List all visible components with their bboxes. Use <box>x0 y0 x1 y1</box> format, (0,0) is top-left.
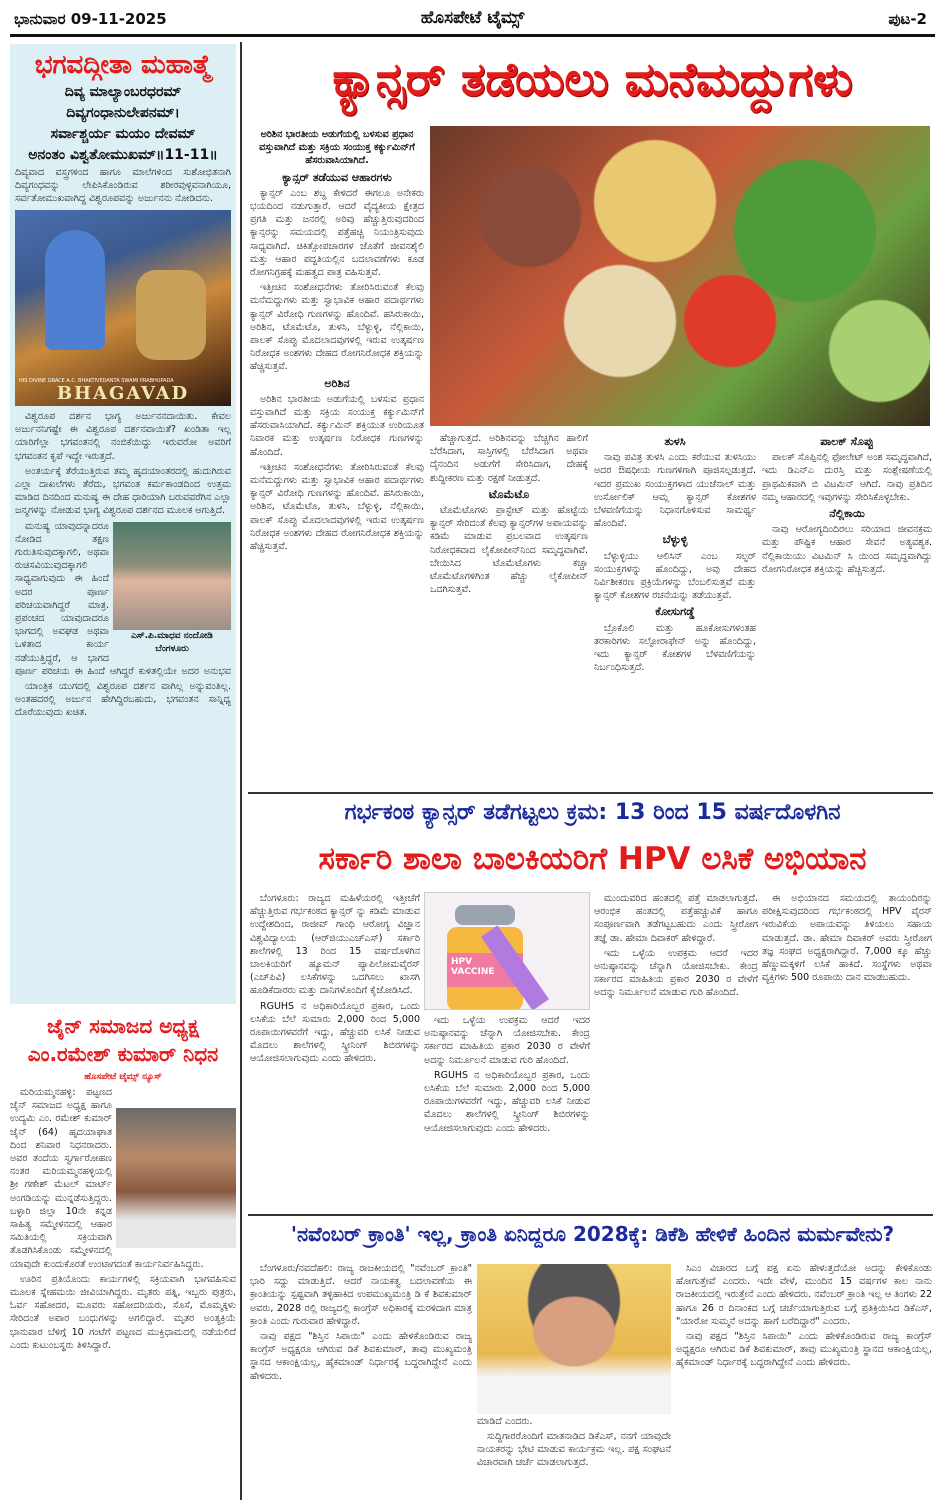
cancer-paragraph: ಇತ್ತೀಚಿನ ಸಂಶೋಧನೆಗಳು ತೋರಿಸಿರುವಂತೆ ಕೆಲವು ಮನೆಮದ್ದುಗಳು ಮತ್ತು ಸ್ವಾಭಾವಿಕ ಆಹಾರ ಪದಾರ್ಥಗಳು ಕ್ಯಾನ್ಸರ್ ವಿರೋಧಿ ಗುಣಗಳನ್ನು ಹೊಂದಿವೆ. ಹಸಿರುಕಾಯಿ, ಅರಿಶಿನ, ಟೊಮೆಟೊ, ತುಳಸಿ, ಬೆಳ್ಳುಳ್ಳಿ, ನೆಲ್ಲಿಕಾಯಿ, ಪಾಲಕ್ ಸೊಪ್ಪು ಮೊದಲಾದವುಗಳಲ್ಲಿ ಇರುವ ಉತ್ಕರ್ಷಣ ನಿರೋಧಕ ಅಂಶಗಳು ದೇಹದ ರೋಗನಿರೋಧಕ ಶಕ್ತಿಯನ್ನು ಹೆಚ್ಚಿಸುತ್ತವೆ. <box>250 461 424 553</box>
obituary-article <box>10 1012 236 1502</box>
hpv-paragraph: ಮುಂದುವರಿದ ಹಂತದಲ್ಲಿ ಪತ್ತೆ ಮಾಡಲಾಗುತ್ತದೆ. ಆರಂಭಿಕ ಹಂತದಲ್ಲಿ ಪತ್ತೆಹಚ್ಚುವಿಕೆ ಹಾಗೂ ಸಂಪೂರ್ಣವಾಗಿ ತಡೆಗಟ್ಟಬಹುದು ಎಂದು ಸ್ತ್ರೀರೋಗ ತಜ್ಞೆ ಡಾ. ಹೇಮಾ ದಿವಾಕರ್ ಹೇಳಿದ್ದಾರೆ. <box>594 893 758 944</box>
author-name: ಎಸ್.ಪಿ.ಮಾಧವ ನಂದೋಡಿ <box>131 630 213 641</box>
subhead: ಪಾಲಕ್ ಸೊಪ್ಪು <box>820 435 874 448</box>
verse-line: ಸರ್ವಾಶ್ಚರ್ಯ ಮಯಂ ದೇವಮ್ <box>50 126 196 142</box>
verse-line: ದಿವ್ಯಗಂಧಾನುಲೇಪನಮ್। <box>66 105 180 121</box>
subhead: ಬೆಳ್ಳುಳ್ಳಿ <box>662 533 688 547</box>
hpv-paragraph: ಇದು ಒಳ್ಳೆಯ ಉಪಕ್ರಮ ಆದರೆ ಇದರ ಅನುಷ್ಠಾನವನ್ನು ಚೆನ್ನಾಗಿ ಯೋಜಿಸಬೇಕು. ಕೇಂದ್ರ ಸರ್ಕಾರದ ಮಾಹಿತಿಯ ಪ್ರಕಾರ 2030 ರ ವೇಳೆಗೆ ಅದನ್ನು ನಿರ್ಮೂಲನೆ ಮಾಡುವ ಗುರಿ ಹೊಂದಿದೆ. <box>594 947 758 999</box>
issue-date: ಭಾನುವಾರ 09-11-2025 <box>14 10 167 28</box>
obituary-paragraph: ಮರಿಯಮ್ಮನಹಳ್ಳಿ: ಪಟ್ಟಣದ ಜೈನ್ ಸಮಾಜದ ಅಧ್ಯಕ್ಷ ಹಾಗೂ ಉದ್ಯಮಿ ಎಂ. ರಮೇಶ್ ಕುಮಾರ್ ಜೈನ್ (64) ಹೃದಯಾಘಾತ ದಿಂದ ಶನಿವಾರ ನಿಧನರಾದರು. ಅವರ ತಂದೆಯ ಸ್ವರ್ಗಾರೋಹಣ ನಂತರ ಮರಿಯಮ್ಮನಹಳ್ಳಿಯಲ್ಲಿ ಶ್ರೀ ಗಣೇಶ್ ಮೆಟಲ್ ಮಾರ್ಟ್ ಅಂಗಡಿಯನ್ನು ಮುನ್ನಡೆಸುತ್ತಿದ್ದರು. ಬಳ್ಳಾರಿ ಜಿಲ್ಲಾ 10ನೇ ಕನ್ನಡ ಸಾಹಿತ್ಯ ಸಮ್ಮೇಳನದಲ್ಲಿ ಆಹಾರ ಸಮಿತಿಯಲ್ಲಿ ಸಕ್ರಿಯವಾಗಿ ತೊಡಗಿಸಿಕೊಂಡು ಸಮ್ಮೇಳನದಲ್ಲಿ ಯಾವುದೇ ಕುಂದುಕೊರತೆ ಉಂಟಾಗದಂತೆ ಕಾರ್ಯನಿರ್ವಹಿಸಿದ್ದರು. <box>10 1087 204 1270</box>
vaccine-label-line: HPV <box>451 957 473 967</box>
dks-paragraph: ಸುದ್ದಿಗಾರರೊಂದಿಗೆ ಮಾತನಾಡಿದ ಡಿಕೆಎಸ್, ನನಗೆ ಯಾವುದೇ ನಾಯಕರನ್ನು ಭೇಟಿ ಮಾಡುವ ಕಾರ್ಯಕ್ರಮ ಇಲ್ಲ. ಪಕ್ಷ ಸಂಘಟನೆ ವಿಚಾರವಾಗಿ ಚರ್ಚೆ ಮಾಡಲಾಗುತ್ತದೆ. <box>477 1431 671 1469</box>
cancer-paragraph: ಬೆಳ್ಳುಳ್ಳಿಯು ಆಲಿಸಿನ್ ಎಂಬ ಸಲ್ಫರ್ ಸಂಯುಕ್ತಗಳನ್ನು ಹೊಂದಿದ್ದು, ಅವು ದೇಹದ ನಿರ್ವಿಶೀಕರಣ ಪ್ರಕ್ರಿಯೆಗಳನ್ನು ಬೆಂಬಲಿಸುತ್ತವೆ ಮತ್ತು ಕ್ಯಾನ್ಸರ್ ಕೋಶಗಳ ರಚನೆಯನ್ನು ತಡೆಯುತ್ತವೆ. <box>594 550 756 602</box>
section-rule <box>248 792 933 794</box>
header-rule <box>10 34 935 37</box>
cancer-paragraph: ಪಾಲಕ್ ಸೊಪ್ಪಿನಲ್ಲಿ ಫೋಲೇಟ್ ಅಂಶ ಸಮೃದ್ಧವಾಗಿದೆ, ಇದು ಡಿಎನ್‌ಎ ದುರಸ್ತಿ ಮತ್ತು ಸಂಶ್ಲೇಷಣೆಯಲ್ಲಿ ಪ್ರಾಥಮಿಕವಾಗಿ ಬಿ ವಿಟಮಿನ್ ಆಗಿದೆ. ನಾವು ಪ್ರತಿದಿನ ನಮ್ಮ ಆಹಾರದಲ್ಲಿ ಇವುಗಳನ್ನು ಸೇರಿಸಿಕೊಳ್ಳಬೇಕು. <box>762 452 932 503</box>
obituary-title: ಜೈನ್ ಸಮಾಜದ ಅಧ್ಯಕ್ಷ <box>47 1014 199 1038</box>
vaccine-label-line: VACCINE <box>451 967 495 977</box>
column-divider <box>240 42 242 1500</box>
dks-paragraph: ಬೆಂಗಳೂರು/ನವದೆಹಲಿ: ರಾಜ್ಯ ರಾಜಕೀಯದಲ್ಲಿ "ನವೆಂಬರ್ ಕ್ರಾಂತಿ" ಭಾರಿ ಸದ್ದು ಮಾಡುತ್ತಿದೆ. ಆದರೆ ನಾಯಕತ್ವ ಬದಲಾವಣೆಯ ಈ ಕ್ರಾಂತಿಯನ್ನು ಸ್ಪಷ್ಟವಾಗಿ ತಳ್ಳಿಹಾಕಿದ ಉಪಮುಖ್ಯಮಂತ್ರಿ ಡಿ ಕೆ ಶಿವಕುಮಾರ್ ಅವರು, 2028 ರಲ್ಲಿ ರಾಜ್ಯದಲ್ಲಿ ಕಾಂಗ್ರೆಸ್ ಅಧಿಕಾರಕ್ಕೆ ಮರಳಿದಾಗ ಮಾತ್ರ ಕ್ರಾಂತಿ ಎಂದು ಗುರುವಾರ ಹೇಳಿದ್ದಾರೆ. <box>250 1263 472 1327</box>
dks-paragraph: ನಾವು ಪಕ್ಷದ "ಶಿಸ್ತಿನ ಸಿಪಾಯಿ" ಎಂದು ಹೇಳಿಕೊಂಡಿರುವ ರಾಜ್ಯ ಕಾಂಗ್ರೆಸ್ ಅಧ್ಯಕ್ಷರೂ ಆಗಿರುವ ಡಿಕೆ ಶಿವಕುಮಾರ್, ತಾವು ಮುಖ್ಯಮಂತ್ರಿ ಸ್ಥಾನದ ಆಕಾಂಕ್ಷಿಯಲ್ಲ, ಹೈಕಮಾಂಡ್ ನಿರ್ಧಾರಕ್ಕೆ ಬದ್ಧರಾಗಿದ್ದೇನೆ ಎಂದು ಹೇಳಿದರು. <box>250 1331 472 1382</box>
subhead: ಟೊಮೆಟೊ <box>488 487 530 501</box>
cancer-headline: ಕ್ಯಾನ್ಸರ್ ತಡೆಯಲು ಮನೆಮದ್ದುಗಳು <box>332 52 853 106</box>
author-place: ಬೆಂಗಳೂರು <box>155 643 189 654</box>
gita-title: ಭಗವದ್ಗೀತಾ ಮಹಾತ್ಮೆ <box>34 50 212 80</box>
hpv-vaccine-illustration <box>424 892 590 1010</box>
subhead: ಕ್ಯಾನ್ಸರ್ ತಡೆಯುವ ಆಹಾರಗಳು <box>282 170 392 184</box>
verse-line: ಅನಂತಂ ವಿಶ್ವತೋಮುಖಮ್॥11-11॥ <box>28 147 218 163</box>
byline: ಹೊಸಪೇಟೆ ಟೈಮ್ಸ್ ನ್ಯೂಸ್ <box>84 1072 162 1082</box>
hpv-headline: ಸರ್ಕಾರಿ ಶಾಲಾ ಬಾಲಕಿಯರಿಗೆ HPV ಲಸಿಕೆ ಅಭಿಯಾನ <box>318 841 867 877</box>
cancer-paragraph: ಟೊಮೆಟೊಗಳು ಪ್ರಾಸ್ಟೇಟ್ ಮತ್ತು ಹೊಟ್ಟೆಯ ಕ್ಯಾನ್ಸರ್ ಸೇರಿದಂತೆ ಕೆಲವು ಕ್ಯಾನ್ಸರ್‌ಗಳ ಅಪಾಯವನ್ನು ಕಡಿಮೆ ಮಾಡುವ ಪ್ರಬಲವಾದ ಉತ್ಕರ್ಷಣ ನಿರೋಧಕವಾದ ಲೈಕೋಪೀನ್‌ನಿಂದ ಸಮೃದ್ಧವಾಗಿವೆ. ಬೇಯಿಸಿದ ಟೊಮೆಟೊಗಳು ಕಚ್ಚಾ ಟೊಮೆಟೊಗಳಿಗಿಂತ ಹೆಚ್ಚು ಲೈಕೋಪೀನ್ ಒದಗಿಸುತ್ತವೆ. <box>430 505 588 596</box>
subhead: ತುಳಸಿ <box>664 435 686 448</box>
hpv-paragraph: ಈ ಅಭಿಯಾನದ ಸಮಯದಲ್ಲಿ ತಾಯಂದಿರನ್ನು ಪರೀಕ್ಷಿಸುವುದರಿಂದ ಗರ್ಭಕಂಠದಲ್ಲಿ HPV ವೈರಸ್ ಇರುವಿಕೆಯ ಅಪಾಯವನ್ನು ತಿಳಿಯಲು ಸಹಾಯ ಮಾಡುತ್ತದೆ. ಡಾ. ಹೇಮಾ ದಿವಾಕರ್ ಅವರು ಸ್ತ್ರೀರೋಗ ತಜ್ಞ ಸಂಘದ ಅಧ್ಯಕ್ಷರಾಗಿದ್ದಾರೆ. 7,000 ಕ್ಕೂ ಹೆಚ್ಚು ಹೆಣ್ಣುಮಕ್ಕಳಿಗೆ ಲಸಿಕೆ ಹಾಕಿದೆ. ಸಂಸ್ಥೆಗಳು ಅಥವಾ ವ್ಯಕ್ತಿಗಳು 500 ರೂಪಾಯಿ ದಾನ ಮಾಡಬಹುದು. <box>762 893 932 984</box>
cancer-paragraph: ನಾವು ಆರೋಗ್ಯದಿಂದಿರಲು ಸರಿಯಾದ ಜೀವನಕ್ರಮ ಮತ್ತು ಪೌಷ್ಟಿಕ ಆಹಾರ ಸೇವನೆ ಅತ್ಯವಶ್ಯಕ. ನೆಲ್ಲಿಕಾಯಿಯು ವಿಟಮಿನ್ ಸಿ ಯಿಂದ ಸಮೃದ್ಧವಾಗಿದ್ದು ರೋಗನಿರೋಧಕ ಶಕ್ತಿಯನ್ನು ಹೆಚ್ಚಿಸುತ್ತದೆ. <box>762 524 932 575</box>
gita-paragraph: ಯಾಂತ್ರಿಕ ಯುಗದಲ್ಲಿ ವಿಶ್ವರೂಪ ದರ್ಶನ ವಾಗಿಲ್ಲ ಅನ್ನುವಂತಿಲ್ಲ. ಅಂತಹದರಲ್ಲಿ ಅರ್ಜುನ ಹೇಗಿದ್ದಿರಬಹುದು, ಭಗವಂತನ ಸಾನ್ನಿಧ್ಯ ದೊರೆಯುವುದು ಖಚಿತ. <box>15 681 231 719</box>
verse-line: ದಿವ್ಯ ಮಾಲ್ಯಾಂಬರಧರಮ್ <box>64 84 182 100</box>
photo-caption: ಮಾಡಿದೆ ಎಂದರು. <box>477 1416 533 1427</box>
cancer-paragraph: ಅರಿಶಿನ ಭಾರತೀಯ ಅಡುಗೆಯಲ್ಲಿ ಬಳಸುವ ಪ್ರಧಾನ ವಸ್ತುವಾಗಿದೆ ಮತ್ತು ಸಕ್ರಿಯ ಸಂಯುಕ್ತ ಕರ್ಕ್ಯುಮಿನ್‌ಗೆ ಹೆಸರುವಾಸಿಯಾಗಿದೆ. ಕರ್ಕ್ಯುಮಿನ್ ಶಕ್ತಿಯುತ ಉರಿಯೂತ ನಿವಾರಕ ಮತ್ತು ಉತ್ಕರ್ಷಣ ನಿರೋಧಕ ಗುಣಗಳನ್ನು ಹೊಂದಿದೆ. <box>250 393 424 458</box>
hpv-kicker: ಗರ್ಭಕಂಠ ಕ್ಯಾನ್ಸರ್ ತಡೆಗಟ್ಟಲು ಕ್ರಮ: 13 ರಿಂದ 15 ವರ್ಷದೊಳಗಿನ <box>344 800 841 825</box>
image-credit: HIS DIVINE GRACE A.C. BHAKTIVEDANTA SWAMI PRABHUPADA <box>19 378 174 384</box>
hpv-paragraph: ಇದು ಒಳ್ಳೆಯ ಉಪಕ್ರಮ ಆದರೆ ಇದರ ಅನುಷ್ಠಾನವನ್ನು ಚೆನ್ನಾಗಿ ಯೋಜಿಸಬೇಕು. ಕೇಂದ್ರ ಸರ್ಕಾರದ ಮಾಹಿತಿಯ ಪ್ರಕಾರ 2030 ರ ವೇಳೆಗೆ ಅದನ್ನು ನಿರ್ಮೂಲನೆ ಮಾಡುವ ಗುರಿ ಹೊಂದಿದೆ. <box>424 1015 590 1066</box>
hpv-paragraph: ಬೆಂಗಳೂರು: ರಾಜ್ಯದ ಮಹಿಳೆಯರಲ್ಲಿ ಇತ್ತೀಚೆಗೆ ಹೆಚ್ಚುತ್ತಿರುವ ಗರ್ಭಕಂಠದ ಕ್ಯಾನ್ಸರ್ ನ್ನು ಕಡಿಮೆ ಮಾಡುವ ಉದ್ದೇಶದಿಂದ, ರಾಜೀವ್ ಗಾಂಧಿ ಆರೋಗ್ಯ ವಿಜ್ಞಾನ ವಿಶ್ವವಿದ್ಯಾಲಯ (ಆರ್‌ಜಿಯುಎಚ್‌ಎಸ್) ಸರ್ಕಾರಿ ಶಾಲೆಗಳಲ್ಲಿ 13 ರಿಂದ 15 ವರ್ಷದೊಳಗಿನ ಬಾಲಕಿಯರಿಗೆ ಹ್ಯೂಮನ್ ಪ್ಯಾಪಿಲೋಮವೈರಸ್ (ಎಚ್‌ಪಿವಿ) ಲಸಿಕೆಗಳನ್ನು ಒದಗಿಸಲು ಖಾಸಗಿ ಹೂಡಿಕೆದಾರರು ಮತ್ತು ದಾನಿಗಳೊಂದಿಗೆ ಕೈಜೋಡಿಸಿದೆ. <box>250 893 420 997</box>
gita-paragraph: ವಿಶ್ವರೂಪ ದರ್ಶನ ಭಾಗ್ಯ ಅರ್ಜುನನದಾಯಿತು. ಕೇವಲ ಅರ್ಜುನನಿಗಷ್ಟೇ ಈ ವಿಶ್ವರೂಪ ದರ್ಶನವಾಯಿತೆ? ಖಂಡಿತಾ ಇಲ್ಲ ಯಾರಿಗೆಲ್ಲಾ ಭಗವಂತನಲ್ಲಿ ನಂಬಿಕೆಯಿದ್ದು ಇರುವರೋ ಅವರಿಗೆ ಭಗವಂತನ ಕೃಪೆ ಇದ್ದೇ ಇರುತ್ತದೆ. <box>15 411 231 462</box>
vial-cap <box>455 905 515 925</box>
hpv-paragraph: RGUHS ನ ಅಧಿಕಾರಿಯೊಬ್ಬರ ಪ್ರಕಾರ, ಒಂದು ಲಸಿಕೆಯ ಬೆಲೆ ಸುಮಾರು 2,000 ರಿಂದ 5,000 ರೂಪಾಯಿಗಳವರೆಗೆ ಇದ್ದು, ಹೆಚ್ಚುವರಿ ಲಸಿಕೆ ನೀಡುವ ಮೊದಲು ಶಾಲೆಗಳಲ್ಲಿ ಸ್ಕ್ರೀನಿಂಗ್ ಶಿಬಿರಗಳನ್ನು ಆಯೋಜಿಸಲಾಗುವುದು ಎಂದು ಹೇಳಿದರು. <box>250 1000 420 1065</box>
obituary-photo <box>116 1108 236 1248</box>
obituary-paragraph: ಊರಿನ ಪ್ರತಿಯೊಂದು ಕಾರ್ಯಗಳಲ್ಲಿ ಸಕ್ರಿಯವಾಗಿ ಭಾಗವಹಿಸುವ ಮೂಲಕ ಸ್ನೇಹಮಯಿ ಜೀವಿಯಾಗಿದ್ದರು. ಮೃತರು ಪತ್ನಿ, ಇಬ್ಬರು ಪುತ್ರರು, ಓರ್ವ ಸಹೋದರ, ಮೂವರು ಸಹೋದರಿಯರು, ಸೊಸೆ, ಮೊಮ್ಮಕ್ಕಳು ಸೇರಿದಂತೆ ಅಪಾರ ಬಂಧುಗಳನ್ನು ಅಗಲಿದ್ದಾರೆ. ಮೃತರ ಅಂತ್ಯಕ್ರಿಯೆ ಭಾನುವಾರ ಬೆಳಿಗ್ಗೆ 10 ಗಂಟೆಗೆ ಪಟ್ಟಣದ ಮುಕ್ತಿಧಾಮದಲ್ಲಿ ನಡೆಯಲಿದೆ ಎಂದು ಕುಟುಂಬಸ್ಥರು ತಿಳಿಸಿದ್ದಾರೆ. <box>10 1273 236 1351</box>
masthead: ಹೊಸಪೇಟೆ ಟೈಮ್ಸ್ <box>420 8 525 28</box>
page-number: ಪುಟ-2 <box>888 10 927 28</box>
obituary-title: ಎಂ.ರಮೇಶ್ ಕುಮಾರ್ ನಿಧನ <box>27 1042 219 1066</box>
cancer-paragraph: ಹೆಚ್ಚಾಗುತ್ತದೆ. ಅರಿಶಿನವನ್ನು ಬೆಚ್ಚಗಿನ ಹಾಲಿಗೆ ಬೆರೆಸಿದಾಗ, ಸಾಸ್ತಿಗಳಲ್ಲಿ ಬೆರೆಸಿದಾಗ ಅಥವಾ ದೈನಂದಿನ ಅಡುಗೆಗೆ ಸೇರಿಸಿದಾಗ, ದೇಹಕ್ಕೆ ಶುದ್ಧೀಕರಣ ಮತ್ತು ರಕ್ಷಣೆ ನೀಡುತ್ತದೆ. <box>430 433 588 484</box>
krishna-arjuna-image <box>15 210 231 406</box>
hpv-paragraph: RGUHS ನ ಅಧಿಕಾರಿಯೊಬ್ಬರ ಪ್ರಕಾರ, ಒಂದು ಲಸಿಕೆಯ ಬೆಲೆ ಸುಮಾರು 2,000 ರಿಂದ 5,000 ರೂಪಾಯಿಗಳವರೆಗೆ ಇದ್ದು, ಹೆಚ್ಚುವರಿ ಲಸಿಕೆ ನೀಡುವ ಮೊದಲು ಶಾಲೆಗಳಲ್ಲಿ ಸ್ಕ್ರೀನಿಂಗ್ ಶಿಬಿರಗಳನ್ನು ಆಯೋಜಿಸಲಾಗುವುದು ಎಂದು ಹೇಳಿದರು. <box>424 1069 590 1134</box>
dks-paragraph: ನಾವು ಪಕ್ಷದ "ಶಿಸ್ತಿನ ಸಿಪಾಯಿ" ಎಂದು ಹೇಳಿಕೊಂಡಿರುವ ರಾಜ್ಯ ಕಾಂಗ್ರೆಸ್ ಅಧ್ಯಕ್ಷರೂ ಆಗಿರುವ ಡಿಕೆ ಶಿವಕುಮಾರ್, ತಾವು ಮುಖ್ಯಮಂತ್ರಿ ಸ್ಥಾನದ ಆಕಾಂಕ್ಷಿಯಲ್ಲ, ಹೈಕಮಾಂಡ್ ನಿರ್ಧಾರಕ್ಕೆ ಬದ್ಧರಾಗಿದ್ದೇನೆ ಎಂದು ಹೇಳಿದರು. <box>676 1331 932 1369</box>
gita-panel <box>10 44 236 1004</box>
krishna-figure <box>45 230 105 350</box>
cancer-lead: ಅರಿಶಿನ ಭಾರತೀಯ ಅಡುಗೆಯಲ್ಲಿ ಬಳಸುವ ಪ್ರಧಾನ ವಸ್ತುವಾಗಿದೆ ಮತ್ತು ಸಕ್ರಿಯ ಸಂಯುಕ್ತ ಕರ್ಕ್ಯುಮಿನ್‌ಗೆ ಹೆಸರುವಾಸಿಯಾಗಿದೆ. <box>259 129 415 167</box>
section-rule <box>248 1214 933 1216</box>
gita-paragraph: ಅಂತರ್ಯಕ್ಕೆ ತೆರೆಯುತ್ತಿರುವ ತಮ್ಮ ಹೃದಯಾಂತರದಲ್ಲಿ ಹುದುಗಿರುವ ಎಲ್ಲಾ ದಾಖಲೆಗಳು ತೆರೆದು, ಭಗವಂತ ಕರ್ಮಕಾಂಡದಿಂದ ಉತ್ತಮ ಮಾಡಿದ ದಿನದಿಂದ ಮನುಷ್ಯ ಈ ದೇಹ ಧಾರಿಯಾಗಿ ಬರುವವರೆಗಿನ ಎಲ್ಲಾ ಜನ್ಮಗಳನ್ನು ನೋಡುವ ಭಾಗ್ಯ ವಿಶ್ವರೂಪ ದರ್ಶನದ ಮೂಲಕ ಆಗುತ್ತಿದೆ. <box>15 465 231 517</box>
image-label: BHAGAVAD <box>56 383 190 404</box>
subhead: ಕೋಸುಗಡ್ಡೆ <box>655 605 695 619</box>
author-photo <box>113 522 231 630</box>
dk-shivakumar-photo <box>477 1264 671 1414</box>
cancer-paragraph: ನಾವು ಪವಿತ್ರ ತುಳಸಿ ಎಂದು ಕರೆಯುವ ತುಳಸಿಯು ಅದರ ಔಷಧೀಯ ಗುಣಗಳಿಗಾಗಿ ಪೂಜಿಸಲ್ಪಡುತ್ತದೆ. ಇದರ ಪ್ರಮುಖ ಸಂಯುಕ್ತಗಳಾದ ಯುಜೆನಾಲ್ ಮತ್ತು ಉರ್ಸೋಲಿಕ್ ಆಮ್ಲ ಕ್ಯಾನ್ಸರ್ ಕೋಶಗಳ ಬೆಳವಣಿಗೆಯನ್ನು ನಿಧಾನಗೊಳಿಸುವ ಸಾಮರ್ಥ್ಯ ಹೊಂದಿವೆ. <box>594 452 756 530</box>
dks-paragraph: ಸಿಎಂ ವಿಚಾರದ ಬಗ್ಗೆ ಪಕ್ಷ ಏನು ಹೇಳುತ್ತದೆಯೋ ಅದನ್ನು ಕೇಳಿಕೊಂಡು ಹೋಗುತ್ತೇವೆ ಎಂದರು. ಇದೇ ವೇಳೆ, ಮುಂದಿನ 15 ವರ್ಷಗಳ ಕಾಲ ನಾನು ರಾಜಕೀಯದಲ್ಲಿ ಇರುತ್ತೇನೆ ಎಂದು ಹೇಳಿದರು. ನವೆಂಬರ್ ಕ್ರಾಂತಿ ಇಲ್ಲ ಆ ತಿಂಗಳು 22 ಹಾಗೂ 26 ರ ದಿನಾಂಕದ ಬಗ್ಗೆ ಚರ್ಚೆಯಾಗುತ್ತಿರುವ ಬಗ್ಗೆ ಪ್ರತಿಕ್ರಿಯಿಸಿದ ಡಿಕೆಎಸ್, "ಯಾರೋ ಸುಮ್ಮನೆ ಅದನ್ನು ಹಾಗೆ ಬರೆದಿದ್ದಾರೆ" ಎಂದರು. <box>676 1263 932 1327</box>
cancer-paragraph: ಬ್ರೊಕೊಲಿ ಮತ್ತು ಹೂಕೋಸುಗಳಂತಹ ತರಕಾರಿಗಳು ಸಲ್ಫೋರಾಫೇನ್ ಅನ್ನು ಹೊಂದಿದ್ದು, ಇದು ಕ್ಯಾನ್ಸರ್ ಕೋಶಗಳ ಬೆಳವಣಿಗೆಯನ್ನು ನಿರ್ಬಂಧಿಸುತ್ತದೆ. <box>594 622 756 674</box>
cancer-paragraph: ಕ್ಯಾನ್ಸರ್ ಎಂಬ ಶಬ್ದ ಕೇಳಿದರೆ ಈಗಲೂ ಅನೇಕರು ಭಯದಿಂದ ನಡುಗುತ್ತಾರೆ. ಆದರೆ ವೈದ್ಯಕೀಯ ಕ್ಷೇತ್ರದ ಪ್ರಗತಿ ಮತ್ತು ಜನರಲ್ಲಿ ಅರಿವು ಹೆಚ್ಚುತ್ತಿರುವುದರಿಂದ ಕ್ಯಾನ್ಸರನ್ನು ಸಮಯದಲ್ಲಿ ಪತ್ತೆಹಚ್ಚಿ ನಿಯಂತ್ರಿಸುವುದು ಸಾಧ್ಯವಾಗಿದೆ. ಚಿಕಿತ್ಸೋಪಚಾರಗಳ ಜೊತೆಗೆ ಜೀವನಶೈಲಿ ಮತ್ತು ಆಹಾರ ಪದ್ಧತಿಯಲ್ಲಿನ ಬದಲಾವಣೆಗಳು ಕೂಡ ರೋಗನಿಗ್ರಹಕ್ಕೆ ಮಹತ್ವದ ಪಾತ್ರ ವಹಿಸುತ್ತವೆ. <box>250 187 424 279</box>
arjuna-figure <box>136 270 206 360</box>
dks-headline: 'ನವೆಂಬರ್ ಕ್ರಾಂತಿ' ಇಲ್ಲ, ಕ್ರಾಂತಿ ಏನಿದ್ದರೂ 2028ಕ್ಕೆ: ಡಿಕೆಶಿ ಹೇಳಿಕೆ ಹಿಂದಿನ ಮರ್ಮವೇನು? <box>290 1222 895 1246</box>
gita-intro: ದಿವ್ಯವಾದ ವಸ್ತ್ರಗಳಿಂದ ಹಾಗೂ ಮಾಲೆಗಳಿಂದ ಸುಶೋಭಿತನಾಗಿ ದಿವ್ಯಗಂಧವನ್ನು ಲೇಪಿಸಿಕೊಂಡಿರುವ ಶರೀರವುಳ್ಳವನಾಗಿಯೂ, ಸರ್ವತೋಮುಖವಾಗಿದ್ದ ವಿಶ್ವರೂಪವನ್ನು ಅರ್ಜುನನು ನೋಡಿದನು. <box>15 167 231 205</box>
subhead: ನೆಲ್ಲಿಕಾಯಿ <box>829 507 865 521</box>
healthy-food-image <box>430 126 930 426</box>
gita-paragraph: ಮನುಷ್ಯ ಯಾವುದನ್ನಾದರೂ ನೋಡಿದ ತಕ್ಷಣ ಗುರುತಿಸುವುದಕ್ಕಾಗಲಿ, ಅಥವಾ ರುಚಿಸವಿಯುವುದಕ್ಕಾಗಲಿ ಸಾಧ್ಯವಾಗುವುದು ಈ ಹಿಂದೆ ಅದರ ಪೂರ್ಣ ಪರಿಚಯವಾಗಿದ್ದರೆ ಮಾತ್ರ. ಪ್ರಪಂಚದ ಯಾವುದಾದರೂ ಭಾಗದಲ್ಲಿ ಅವಘಡ ಅಥವಾ ಒಳಿತಾದ ಕಾರ್ಯ ನಡೆಯುತ್ತಿದ್ದರೆ, ಆ ಭಾಗದ ಪೂರ್ಣ ಪರಿಚಯ ಈ ಹಿಂದೆ ಆಗಿದ್ದರೆ ಕುಳಿತಲ್ಲಿಯೇ ಅದರ ಅನುಭವ <box>15 520 231 677</box>
cancer-paragraph: ಇತ್ತೀಚಿನ ಸಂಶೋಧನೆಗಳು ತೋರಿಸಿರುವಂತೆ ಕೆಲವು ಮನೆಮದ್ದುಗಳು ಮತ್ತು ಸ್ವಾಭಾವಿಕ ಆಹಾರ ಪದಾರ್ಥಗಳು ಕ್ಯಾನ್ಸರ್ ವಿರೋಧಿ ಗುಣಗಳನ್ನು ಹೊಂದಿವೆ. ಹಸಿರುಕಾಯಿ, ಅರಿಶಿನ, ಟೊಮೆಟೊ, ತುಳಸಿ, ಬೆಳ್ಳುಳ್ಳಿ, ನೆಲ್ಲಿಕಾಯಿ, ಪಾಲಕ್ ಸೊಪ್ಪು ಮೊದಲಾದವುಗಳಲ್ಲಿ ಇರುವ ಉತ್ಕರ್ಷಣ ನಿರೋಧಕ ಅಂಶಗಳು ದೇಹದ ರೋಗನಿರೋಧಕ ಶಕ್ತಿಯನ್ನು ಹೆಚ್ಚಿಸುತ್ತವೆ. <box>250 282 424 373</box>
subhead: ಅರಿಶಿನ <box>324 376 350 390</box>
